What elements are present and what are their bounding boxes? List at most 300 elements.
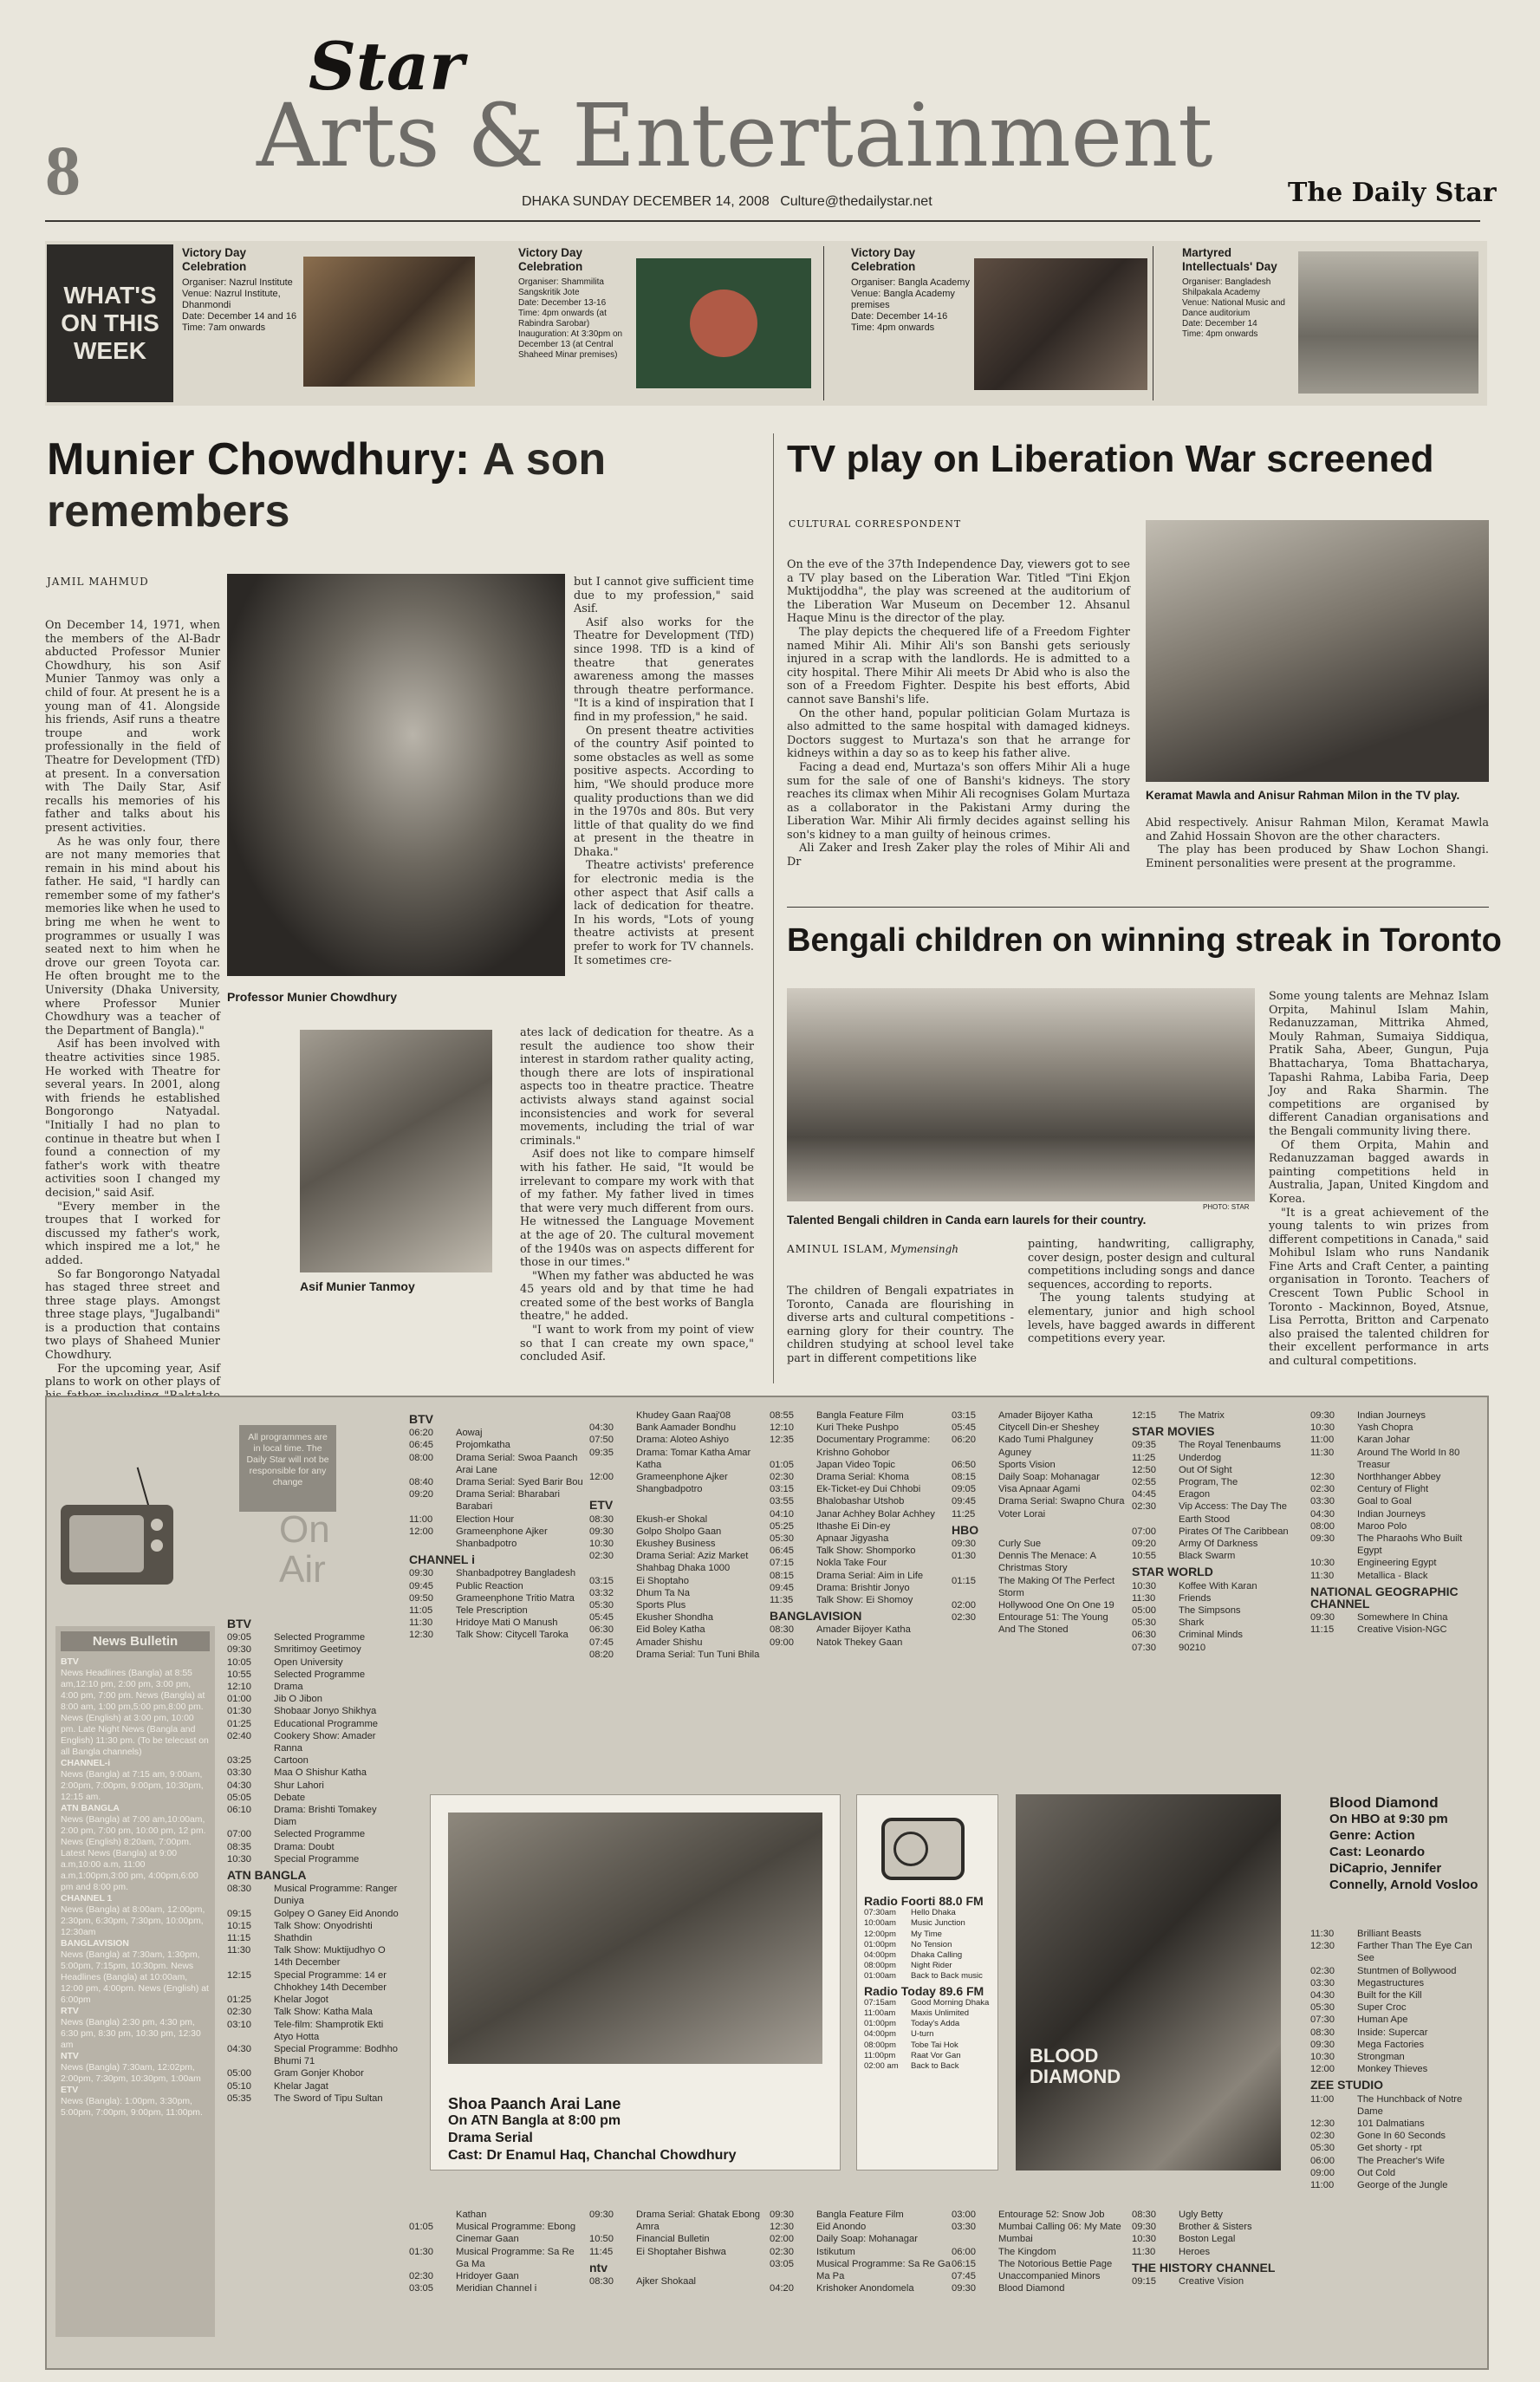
schedule-programme: Entourage 51: The Young And The Stoned bbox=[998, 1612, 1108, 1636]
schedule-row bbox=[589, 2246, 763, 2258]
schedule-programme: Nokla Take Four bbox=[816, 1558, 887, 1569]
schedule-programme: Talk Show: Shomporko bbox=[816, 1546, 916, 1557]
schedule-row bbox=[1310, 1965, 1484, 1977]
schedule-row bbox=[409, 1452, 589, 1476]
tvplay-col-1 bbox=[787, 558, 1130, 869]
schedule-programme: Drama Serial: Aziz Market bbox=[636, 1551, 749, 1562]
schedule-row bbox=[1310, 2130, 1484, 2142]
schedule-time: 03:25 bbox=[227, 1755, 251, 1767]
schedule-row bbox=[864, 1950, 994, 1961]
schedule-time: 01:25 bbox=[227, 1995, 251, 2006]
schedule-programme: Entourage 52: Snow Job bbox=[998, 2210, 1105, 2220]
munier-headline-bold: Munier Chowdhury: bbox=[47, 434, 471, 485]
schedule-time: 11:30 bbox=[1310, 1929, 1335, 1939]
schedule-time: 10:55 bbox=[1132, 1551, 1156, 1562]
schedule-time: 03:15 bbox=[770, 1484, 794, 1495]
schedule-time: 11:35 bbox=[770, 1595, 794, 1606]
channel-heading: HBO bbox=[952, 1522, 979, 1537]
shoa-promo-text bbox=[448, 2095, 736, 2164]
schedule-row bbox=[770, 1594, 953, 1606]
schedule-programme: The Notorious Bettie Page bbox=[998, 2258, 1113, 2269]
toronto-c2-p2: The young talents studying at elementary, junior and high school levels, have bagged awards in different competitions every year. bbox=[1028, 1292, 1255, 1346]
schedule-time: 09:30 bbox=[952, 2283, 976, 2294]
schedule-row bbox=[1132, 1592, 1305, 1604]
schedule-programme: Selected Programme bbox=[274, 1669, 366, 1680]
schedule-time: 08:15 bbox=[952, 1472, 976, 1483]
column-rule bbox=[773, 433, 774, 1383]
schedule-programme: Shahbag Dhaka 1000 bbox=[636, 1563, 731, 1574]
radio-speaker bbox=[893, 1832, 928, 1866]
asif-caption: Asif Munier Tanmoy bbox=[300, 1279, 415, 1293]
schedule-row bbox=[227, 1920, 400, 1932]
schedule-time: 08:30 bbox=[227, 1884, 251, 1895]
schedule-row bbox=[952, 2221, 1125, 2245]
schedule-row bbox=[589, 1575, 770, 1587]
schedule-programme: Ek-Ticket-ey Dui Chhobi bbox=[816, 1484, 921, 1495]
schedule-time: 09:30 bbox=[589, 2210, 614, 2220]
schedule-row bbox=[1310, 2051, 1484, 2063]
schedule-row bbox=[227, 1681, 400, 1693]
schedule-programme: Maroo Polo bbox=[1357, 1520, 1407, 1532]
schedule-programme: Maa O Shishur Katha bbox=[274, 1767, 367, 1779]
schedule-time: 05:45 bbox=[952, 1422, 976, 1434]
schedule-row bbox=[409, 2209, 582, 2221]
schedule-row bbox=[1310, 1570, 1484, 1582]
event-3-photo bbox=[974, 258, 1147, 390]
schedule-row bbox=[409, 1488, 589, 1513]
tv-screen bbox=[69, 1515, 144, 1572]
toronto-c3-p1: Some young talents are Mehnaz Islam Orpita, Mahinul Islam Mahin, Redanuzzaman, Mittrika Ahmed, Mouly Rahman, Sumaiya Siddiqua, Pratik Saha, Abeer, Gungun, Puja Bhattacharya, Toma Bhattacharya, Tapashi Rahma, Labiba Faria, Deep Joy and Raka Sharmin. The competitions are organised by different Canadian organisations and the Bengali community living there. bbox=[1269, 990, 1489, 1138]
schedule-row bbox=[1132, 1452, 1305, 1464]
schedule-programme: Mega Factories bbox=[1357, 2039, 1425, 2050]
schedule-time: 03:00 bbox=[952, 2210, 976, 2220]
toronto-col-3 bbox=[1269, 990, 1489, 1369]
schedule-time: 09:50 bbox=[409, 1592, 433, 1604]
schedule-programme: Metallica - Black bbox=[1357, 1570, 1428, 1581]
schedule-row bbox=[409, 1476, 589, 1488]
schedule-programme: U-turn bbox=[911, 2029, 934, 2040]
schedule-time: 12:15 bbox=[227, 1969, 251, 1981]
schedule-row bbox=[227, 1780, 400, 1792]
schedule-programme: Special Programme: Bodhho Bhumi 71 bbox=[274, 2043, 399, 2067]
schedule-row bbox=[770, 2209, 952, 2221]
schedule-programme: Tele-film: Shamprotik Ekti Atyo Hotta bbox=[274, 2019, 384, 2042]
schedule-time bbox=[589, 1409, 636, 1422]
schedule-programme: Janar Achhey Bolar Achhey bbox=[816, 1508, 935, 1520]
schedule-time: 09:20 bbox=[1132, 1539, 1156, 1550]
schedule-programme: Night Rider bbox=[911, 1961, 952, 1971]
listing-col-e bbox=[1132, 1409, 1305, 1654]
schedule-programme: Boston Legal bbox=[1179, 2234, 1236, 2245]
schedule-time: 08:30 bbox=[770, 1624, 794, 1636]
bulletin-ntv-text: News (Bangla) 7:30am, 12:02pm, 2:00pm, 7:30pm, 10:30pm, 1:00am bbox=[61, 2063, 201, 2084]
toronto-photo bbox=[787, 988, 1255, 1201]
event-4-photo bbox=[1298, 251, 1478, 394]
munier-c2-p2: Asif also works for the Theatre for Development (TfD) since 1998. TfD is a kind of theatre that generates awareness among the masses through theatre performance. "It is a kind of inspiration that I find in my profession," he said. bbox=[574, 615, 754, 724]
schedule-time: 09:30 bbox=[770, 2210, 794, 2220]
schedule-programme: Creative Vision-NGC bbox=[1357, 1624, 1447, 1636]
toronto-c3-p3: "It is a great achievement of the young talents to win prizes from different competitions in Canada," said Mohibul Islam who runs Nandanik Fine Arts and Craft Center, a painting organisation in Toronto. Teachers of Crescent Town Public School in Toronto - Mackinnon, Boyed, Atsnue, Lisa Perrotta, Britton and Carpenato also praised the talented children for their excellent performance in arts and cultural competitions. bbox=[1269, 1206, 1489, 1369]
schedule-time: 03:30 bbox=[1310, 1977, 1335, 1988]
schedule-programme: Drama: Aloteo Ashiyo bbox=[636, 1435, 729, 1446]
bd-title: Blood Diamond bbox=[1329, 1794, 1439, 1811]
schedule-programme: Tobe Tai Hok bbox=[911, 2040, 958, 2050]
shoa-photo bbox=[448, 1813, 822, 2064]
event-1-title: Victory Day Celebration bbox=[182, 246, 247, 273]
schedule-row bbox=[952, 2282, 1125, 2294]
bd-line3: Genre: Action bbox=[1329, 1828, 1415, 1843]
schedule-time: 02:30 bbox=[770, 1472, 794, 1483]
schedule-programme: Black Swarm bbox=[1179, 1551, 1236, 1562]
schedule-time: 10:30 bbox=[1310, 2052, 1335, 2063]
flag-circle bbox=[690, 290, 757, 357]
bulletin-btv bbox=[61, 1656, 210, 1758]
toronto-byline-place: Mymensingh bbox=[890, 1243, 959, 1255]
schedule-row bbox=[227, 1969, 400, 1994]
schedule-programme: Musical Programme: Sa Re Ga Ma bbox=[456, 2246, 575, 2269]
schedule-programme: Shark bbox=[1179, 1617, 1205, 1629]
schedule-time: 08:55 bbox=[770, 1410, 794, 1421]
schedule-programme: The Royal Tenenbaums bbox=[1179, 1440, 1281, 1451]
schedule-programme: Human Ape bbox=[1357, 2014, 1408, 2026]
schedule-row bbox=[1132, 2209, 1305, 2221]
schedule-time: 06:45 bbox=[409, 1440, 433, 1451]
event-3-details: Organiser: Bangla Academy Venue: Bangla Academy premises Date: December 14-16 Time: 4pm onwards bbox=[851, 277, 970, 333]
schedule-programme: Back to Back bbox=[911, 2061, 959, 2072]
schedule-programme: Educational Programme bbox=[274, 1718, 379, 1729]
schedule-row bbox=[1132, 1488, 1305, 1500]
schedule-programme: Bank Aamader Bondhu bbox=[636, 1422, 737, 1434]
schedule-row bbox=[1310, 2063, 1484, 2075]
on-air-title-2: Air bbox=[279, 1548, 326, 1591]
channel-heading: STAR WORLD bbox=[1132, 1565, 1213, 1579]
schedule-time: 01:00am bbox=[864, 1971, 896, 1982]
schedule-time: 04:00pm bbox=[864, 2029, 896, 2040]
schedule-programme: Open University bbox=[274, 1656, 343, 1668]
schedule-programme: The Kingdom bbox=[998, 2246, 1056, 2257]
schedule-time: 03:55 bbox=[770, 1496, 794, 1507]
channel-heading: THE HISTORY CHANNEL bbox=[1132, 2260, 1276, 2275]
schedule-row bbox=[1310, 1495, 1484, 1507]
schedule-time: 01:30 bbox=[409, 2246, 433, 2257]
schedule-programme: Farther Than The Eye Can See bbox=[1357, 1941, 1472, 1964]
bangladesh-flag bbox=[636, 258, 811, 388]
schedule-programme: Khelar Jogot bbox=[274, 1995, 328, 2006]
schedule-programme: Musical Programme: Ranger Duniya bbox=[274, 1884, 398, 1907]
poster-title: BLOOD DIAMOND bbox=[1030, 2045, 1121, 2087]
schedule-time: 02:30 bbox=[952, 1612, 976, 1624]
schedule-row bbox=[1132, 1526, 1305, 1538]
schedule-programme: Dhaka Calling bbox=[911, 1950, 963, 1961]
schedule-row bbox=[1132, 1580, 1305, 1592]
schedule-programme: The Matrix bbox=[1179, 1410, 1225, 1421]
schedule-time: 02:30 bbox=[589, 1551, 614, 1562]
schedule-time: 12:30 bbox=[1310, 2118, 1335, 2130]
schedule-programme: Ugly Betty bbox=[1179, 2210, 1223, 2220]
bulletin-atn bbox=[61, 1803, 210, 1893]
tvplay-p4: Facing a dead end, Murtaza's son offers Mihir Ali a huge sum for the sale of one of Banshi's kidneys. The story reaches its climax when Mihir Ali recognises Golam Murtaza as a collaborator in the Pakistani Army during the Liberation War. Mihir Ali firmly decides against selling his son's kidney to a man guilty of heinous crimes. bbox=[787, 760, 1130, 842]
schedule-row bbox=[1310, 2118, 1484, 2130]
schedule-programme: The Hunchback of Notre Dame bbox=[1357, 2093, 1463, 2117]
schedule-time: 10:50 bbox=[589, 2234, 614, 2245]
schedule-programme: Visa Apnaar Agami bbox=[998, 1484, 1081, 1495]
schedule-time: 05:30 bbox=[770, 1533, 794, 1545]
schedule-programme: Ajker Shokaal bbox=[636, 2276, 697, 2288]
schedule-time: 04:20 bbox=[770, 2283, 794, 2294]
schedule-programme: Indian Journeys bbox=[1357, 1410, 1426, 1421]
tvplay-p3: On the other hand, popular politician Golam Murtaza is also admitted to the same hospital with damaged kidneys. Doctors suggest to Murtaza's son that he arrange for kidneys within a day so as to keep his father alive. bbox=[787, 706, 1130, 761]
whats-on-label-text: WHAT'S ON THIS WEEK bbox=[61, 282, 159, 364]
schedule-row bbox=[770, 2221, 952, 2233]
schedule-programme: Cartoon bbox=[274, 1755, 309, 1767]
schedule-programme: Ithashe Ei Din-ey bbox=[816, 1520, 891, 1532]
schedule-row bbox=[1310, 2155, 1484, 2167]
whats-on-label bbox=[47, 244, 173, 402]
schedule-row bbox=[864, 2008, 994, 2019]
schedule-programme: Drama Serial: Aim in Life bbox=[816, 1570, 924, 1581]
bulletin-banglavision bbox=[61, 1938, 210, 2006]
schedule-row bbox=[770, 1637, 953, 1649]
schedule-time bbox=[409, 2209, 456, 2221]
schedule-time: 01:30 bbox=[227, 1706, 251, 1717]
schedule-row bbox=[227, 1669, 400, 1681]
bulletin-atn-text: News (Bangla) at 7:00 am,10:00am, 2:00 pm, 7:00 pm, 10:00 pm, 12 pm. News (English) 8:20am, 7:00pm. Latest News (Bangla) at 9:00 a.m,10:00 a.m, 11:00 a.m,1:00pm,3:00 pm, 4:00pm,6:00 pm and 8:00 pm. bbox=[61, 1815, 206, 1892]
schedule-time: 09:00 bbox=[1310, 2167, 1335, 2178]
channel-heading: STAR MOVIES bbox=[1132, 1424, 1215, 1439]
toronto-headline: Bengali children on winning streak in Toronto bbox=[787, 922, 1502, 959]
schedule-time: 12:30 bbox=[1310, 1941, 1335, 1952]
channel-heading: Radio Today 89.6 FM bbox=[864, 1983, 984, 1998]
schedule-time: 12:30 bbox=[770, 2222, 794, 2233]
on-air-notice: All programmes are in local time. The Daily Star will not be responsible for any change bbox=[239, 1425, 336, 1512]
munier-c3-p4: "I want to work from my point of view so that I can create my own space," concluded Asif. bbox=[520, 1324, 754, 1364]
schedule-time: 10:00am bbox=[864, 1918, 896, 1929]
schedule-time: 07:30 bbox=[1310, 2014, 1335, 2026]
schedule-time: 02:00 am bbox=[864, 2061, 899, 2072]
shoa-promo bbox=[430, 1794, 841, 2170]
schedule-programme: Program, The bbox=[1179, 1477, 1238, 1488]
schedule-row bbox=[227, 1631, 400, 1643]
schedule-time: 11:00 bbox=[1310, 2180, 1335, 2191]
munier-c2-p3: On present theatre activities of the country Asif pointed to some obstacles as well as some positive aspects. According to him, "We should produce more quality productions than we did in the 1970s and 80s. But very little of that quality do we find at present in the theatre in Dhaka." bbox=[574, 724, 754, 859]
schedule-time: 09:20 bbox=[409, 1489, 433, 1500]
schedule-row bbox=[1310, 2001, 1484, 2014]
schedule-programme: Special Programme bbox=[274, 1853, 360, 1865]
tvplay-col-2 bbox=[1146, 817, 1489, 870]
toronto-c2-p1: painting, handwriting, calligraphy, cover design, poster design and cultural competitions including songs and dance sequences, according to reports. bbox=[1028, 1238, 1255, 1292]
schedule-time: 09:45 bbox=[409, 1580, 433, 1591]
schedule-time: 09:35 bbox=[1132, 1440, 1156, 1451]
schedule-row bbox=[409, 1526, 589, 1550]
schedule-row bbox=[409, 1567, 589, 1579]
schedule-time: 08:30 bbox=[589, 1513, 614, 1525]
schedule-row bbox=[952, 1422, 1125, 1434]
schedule-time: 09:30 bbox=[589, 1526, 614, 1537]
schedule-programme: Goal to Goal bbox=[1357, 1496, 1412, 1507]
tv-icon bbox=[61, 1501, 182, 1588]
schedule-time: 03:05 bbox=[770, 2258, 794, 2269]
schedule-row bbox=[1132, 1476, 1305, 1488]
schedule-programme: Good Morning Dhaka bbox=[911, 1997, 990, 2008]
schedule-row bbox=[952, 1611, 1125, 1636]
schedule-row bbox=[589, 1611, 770, 1624]
schedule-time: 06:45 bbox=[770, 1546, 794, 1557]
tvplay-byline: CULTURAL CORRESPONDENT bbox=[789, 518, 962, 530]
schedule-row bbox=[1132, 1464, 1305, 1476]
schedule-programme: Blood Diamond bbox=[998, 2283, 1065, 2294]
schedule-programme: Dennis The Menace: A Christmas Story bbox=[998, 1551, 1096, 1574]
schedule-programme: My Time bbox=[911, 1929, 942, 1939]
schedule-time: 10:55 bbox=[227, 1669, 251, 1680]
schedule-programme: Out Cold bbox=[1357, 2167, 1396, 2178]
schedule-row bbox=[952, 1434, 1125, 1458]
schedule-time: 07:50 bbox=[589, 1435, 614, 1446]
schedule-row bbox=[1310, 1977, 1484, 1989]
channel-heading: BTV bbox=[409, 1412, 433, 1426]
toronto-caption: Talented Bengali children in Canda earn laurels for their country. bbox=[787, 1214, 1147, 1227]
schedule-time: 11:15 bbox=[1310, 1624, 1335, 1636]
schedule-row bbox=[227, 1994, 400, 2006]
munier-c2-p4: Theatre activists' preference for electronic media is the other aspect that Asif calls a lack of dedication for theatre. In his words, "Lots of young theatre activists at present prefer to work for TV channels. It sometimes cre- bbox=[574, 859, 754, 967]
schedule-time: 09:30 bbox=[409, 1568, 433, 1579]
schedule-row bbox=[770, 1508, 953, 1520]
schedule-time bbox=[589, 1562, 636, 1574]
schedule-programme: Underdog bbox=[1179, 1452, 1222, 1463]
schedule-row bbox=[770, 1582, 953, 1594]
schedule-row bbox=[770, 1520, 953, 1533]
schedule-time: 11:15 bbox=[227, 1933, 251, 1944]
schedule-time: 12:50 bbox=[1132, 1464, 1156, 1475]
schedule-time: 08:40 bbox=[409, 1477, 433, 1488]
schedule-row bbox=[227, 1767, 400, 1779]
schedule-programme: Northhanger Abbey bbox=[1357, 1472, 1441, 1483]
listing-col-a bbox=[409, 1409, 589, 1642]
schedule-programme: Shathdin bbox=[274, 1933, 313, 1944]
schedule-row bbox=[227, 1944, 400, 1969]
schedule-time: 02:30 bbox=[1310, 1484, 1335, 1495]
schedule-row bbox=[770, 1483, 953, 1495]
tvplay-caption: Keramat Mawla and Anisur Rahman Milon in the TV play. bbox=[1146, 789, 1460, 802]
schedule-programme: Grameenphone Tritio Matra bbox=[456, 1592, 575, 1604]
schedule-time: 03:32 bbox=[589, 1587, 614, 1598]
schedule-row bbox=[409, 1629, 589, 1641]
schedule-programme: Back to Back music bbox=[911, 1971, 983, 1982]
schedule-programme: Kado Tumi Phalguney Aguney bbox=[998, 1435, 1094, 1458]
schedule-programme: Inside: Supercar bbox=[1357, 2027, 1428, 2038]
schedule-row bbox=[227, 1718, 400, 1730]
section-title: Arts & Entertainment bbox=[257, 85, 1213, 186]
bulletin-ntv bbox=[61, 2051, 210, 2085]
schedule-row bbox=[589, 1550, 770, 1562]
listing-col-btv-main bbox=[227, 1614, 400, 2105]
schedule-programme: The Pharaohs Who Built Egypt bbox=[1357, 1533, 1463, 1557]
listing-col-g bbox=[1310, 1928, 1484, 2191]
schedule-row bbox=[952, 2258, 1125, 2270]
schedule-row bbox=[1310, 1624, 1484, 1636]
schedule-time: 03:30 bbox=[952, 2222, 976, 2233]
bulletin-rtv-text: News (Bangla) 2:30 pm, 4:30 pm, 6:30 pm, 8:30 pm, 10:30 pm, 12:30 am bbox=[61, 2018, 201, 2050]
schedule-time: 04:30 bbox=[1310, 1990, 1335, 2001]
munier-c1-p6: For the upcoming year, Asif plans to work on other plays of bbox=[45, 1362, 220, 1390]
schedule-row bbox=[1310, 1434, 1484, 1446]
schedule-programme: Drama: Doubt bbox=[274, 1841, 335, 1852]
schedule-row bbox=[864, 2019, 994, 2029]
munier-c2-p1: but I cannot give sufficient time due to my profession," said Asif. bbox=[574, 576, 754, 616]
schedule-time: 02:30 bbox=[227, 2007, 251, 2018]
radio-box bbox=[856, 1794, 998, 2170]
schedule-time: 08:30 bbox=[1132, 2210, 1156, 2220]
schedule-time: 01:00 bbox=[227, 1694, 251, 1705]
event-1 bbox=[182, 246, 300, 400]
bulletin-btv-ch: BTV bbox=[61, 1657, 79, 1667]
schedule-programme: Voter Lorai bbox=[998, 1508, 1046, 1520]
schedule-row bbox=[952, 1409, 1125, 1422]
schedule-row bbox=[1310, 2039, 1484, 2051]
section-rule bbox=[787, 907, 1489, 908]
schedule-time: 09:05 bbox=[227, 1632, 251, 1643]
schedule-row bbox=[1310, 1520, 1484, 1533]
schedule-time: 06:30 bbox=[1132, 1630, 1156, 1641]
schedule-programme: Daily Soap: Mohanagar bbox=[816, 2234, 918, 2245]
schedule-time: 02:30 bbox=[1310, 1965, 1335, 1976]
bulletin-etv bbox=[61, 2085, 210, 2118]
schedule-programme: 90210 bbox=[1179, 1642, 1206, 1653]
masthead-rule bbox=[45, 220, 1480, 222]
schedule-time: 09:15 bbox=[227, 1908, 251, 1919]
schedule-row bbox=[227, 1932, 400, 1944]
tvplay-p1: On the eve of the 37th Independence Day, viewers got to see a TV play based on the Liberation War. Titled "Tini Ekjon Muktijoddha", the play was screened at the auditorium of the Liberation War Museum on December 12. Ahsanul Haque Minu is the director of the play. bbox=[787, 558, 1130, 626]
schedule-programme: Criminal Minds bbox=[1179, 1630, 1243, 1641]
schedule-programme: Bangla Feature Film bbox=[816, 1410, 904, 1421]
schedule-time: 09:30 bbox=[1310, 1533, 1335, 1545]
event-2-title: Victory Day Celebration bbox=[518, 246, 583, 273]
schedule-row bbox=[589, 1447, 770, 1471]
schedule-row bbox=[864, 2040, 994, 2051]
schedule-row bbox=[1132, 1439, 1305, 1451]
schedule-programme: Shanbadpotrey Bangladesh bbox=[456, 1568, 576, 1579]
schedule-programme: Vip Access: The Day The Earth Stood bbox=[1179, 1501, 1287, 1525]
bulletin-ntv-ch: NTV bbox=[61, 2052, 79, 2061]
schedule-row bbox=[1132, 1604, 1305, 1617]
schedule-programme: Eragon bbox=[1179, 1489, 1211, 1500]
schedule-time: 05:35 bbox=[227, 2092, 251, 2104]
schedule-row bbox=[1132, 2233, 1305, 2245]
bulletin-banglavision-text: News (Bangla) at 7:30am, 1:30pm, 5:00pm, 7:15pm, 10:30pm. News Headlines (Bangla) at 10:00am, 12:00 pm, 4:00pm. News (English) at 6:00pm bbox=[61, 1950, 209, 2005]
schedule-programme: Strongman bbox=[1357, 2052, 1405, 2063]
schedule-row bbox=[864, 2029, 994, 2040]
schedule-time: 10:30 bbox=[1310, 1558, 1335, 1569]
schedule-programme: Public Reaction bbox=[456, 1580, 523, 1591]
munier-portrait bbox=[227, 574, 565, 976]
schedule-row bbox=[770, 2258, 952, 2282]
schedule-programme: The Making Of The Perfect Storm bbox=[998, 1575, 1115, 1598]
bulletin-atn-ch: ATN BANGLA bbox=[61, 1804, 120, 1813]
schedule-programme: Talk Show: Citycell Taroka bbox=[456, 1630, 569, 1641]
date-text: DHAKA SUNDAY DECEMBER 14, 2008 bbox=[522, 194, 770, 209]
schedule-time: 03:30 bbox=[227, 1767, 251, 1779]
schedule-row bbox=[1310, 1471, 1484, 1483]
schedule-row bbox=[1310, 1611, 1484, 1624]
schedule-row bbox=[770, 1434, 953, 1458]
schedule-programme: Hollywood One On One 19 bbox=[998, 1600, 1114, 1611]
schedule-time: 05:00 bbox=[227, 2068, 251, 2079]
bottom-col-1 bbox=[409, 2209, 582, 2294]
schedule-time: 12:30 bbox=[1310, 1472, 1335, 1483]
schedule-row bbox=[864, 1930, 994, 1940]
news-bulletin-title: News Bulletin bbox=[61, 1631, 210, 1651]
tv-knob bbox=[151, 1519, 163, 1531]
schedule-programme: Khelar Jagat bbox=[274, 2080, 328, 2092]
